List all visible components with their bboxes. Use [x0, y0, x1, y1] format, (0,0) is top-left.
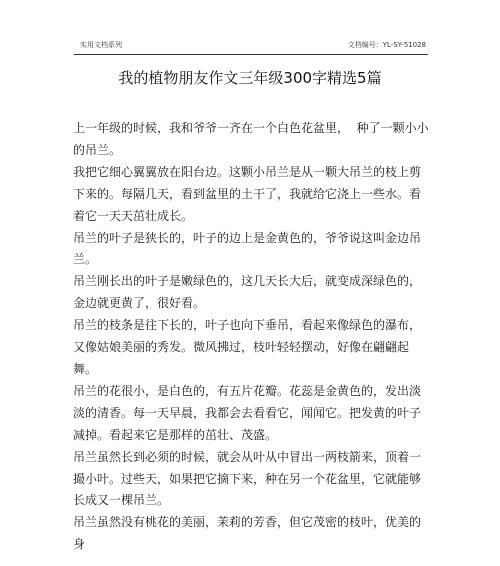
page-header: [74, 36, 428, 55]
paragraph: 吊兰虽然长到必须的时候，就会从叶从中冒出一两枝箭来，顶着一撮小叶。过些天，如果把它摘下来，种在另一个花盆里，它就能够长成又一棵吊兰。: [73, 449, 422, 508]
paragraph: 吊兰虽然没有桃花的美丽，茉莉的芳香，但它茂密的枝叶，优美的身: [73, 515, 422, 552]
paragraph: 吊兰的枝条是往下长的，叶子也向下垂吊，看起来像绿色的瀑布，又像姑娘美丽的秀发。微风拂过，枝叶轻轻摆动，好像在翩翩起舞。: [73, 318, 422, 376]
series-label: 实用文档系列: [80, 41, 122, 49]
paragraph: 吊兰刚长出的叶子是嫩绿色的，这几天长大后，就变成深绿色的，金边就更黄了，很好看。: [73, 274, 422, 311]
paragraph: 吊兰的花很小，是白色的，有五片花瓣。花蕊是金黄色的，发出淡淡的清香。每一天早晨，我都会去看看它，闻闻它。把发黄的叶子减掉。看起来它是那样的茁壮、茂盛。: [73, 383, 422, 442]
document-title: 我的植物朋友作文三年级300字精选5篇: [118, 69, 382, 87]
document-body: [73, 118, 429, 556]
document-number: 文档编号：YL-SY-51028: [347, 41, 426, 49]
paragraph: 上一年级的时候，我和爷爷一齐在一个白色花盆里， 种了一颗小小的吊兰。: [73, 121, 429, 157]
paragraph: 我把它细心翼翼放在阳台边。这颗小吊兰是从一颗大吊兰的枝上剪下来的。每隔几天，看到盆里的土干了，我就给它浇上一些水。看着它一天天茁壮成长。: [73, 164, 422, 223]
paragraph: 吊兰的叶子是狭长的，叶子的边上是金黄色的，爷爷说这叫金边吊兰。: [73, 230, 422, 267]
